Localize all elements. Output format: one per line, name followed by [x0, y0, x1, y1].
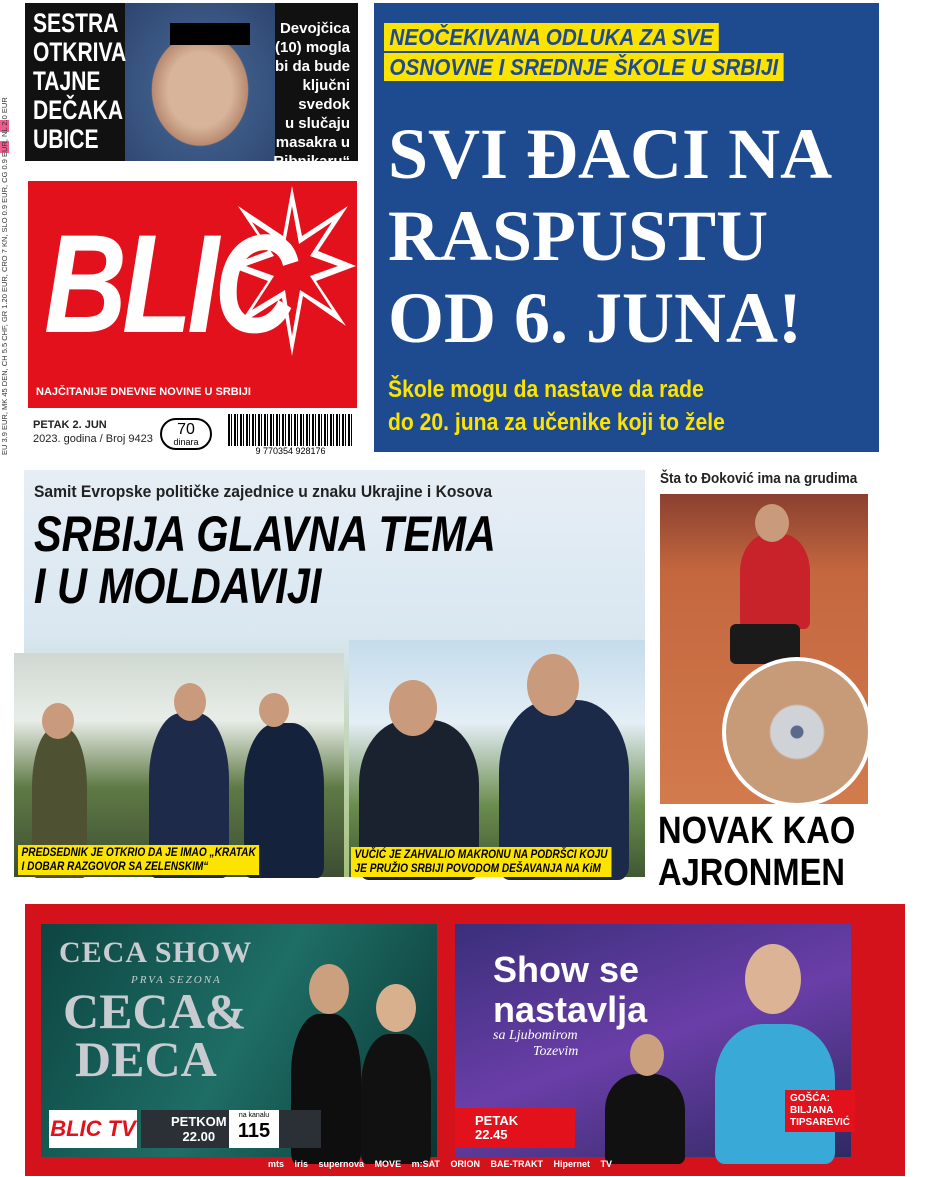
barcode-number: 9 770354 928176 [228, 446, 353, 457]
summit-headline-line: SRBIJA GLAVNA TEMA [34, 506, 496, 562]
issue-number: 2023. godina / Broj 9423 [33, 433, 153, 445]
logo-tagline: NAJČITANIJE DNEVNE NOVINE U SRBIJI [36, 386, 251, 398]
summit-headline [34, 508, 496, 612]
sponsor-logo: MOVE [374, 1159, 402, 1169]
guest-name: BILJANA [790, 1105, 834, 1116]
teaser-sub-line: bi da bude [275, 58, 350, 75]
player-head [755, 504, 789, 542]
summit-photo-right [349, 640, 645, 877]
main-headline-line: RASPUSTU [388, 196, 769, 276]
intl-prices: EU 3.9 EUR, MK 45 DEN, CH 5.5 CHF, GR 1.20 EUR, CRO 7 KN, SLO 0.9 EUR, CG 0.9 EUR, NL 2.0 EUR [0, 97, 9, 455]
season-label: PRVA SEZONA [131, 974, 222, 986]
sponsor-logo: BAE-TRAKT [490, 1159, 543, 1169]
promo-right-schedule [455, 1108, 575, 1148]
intl-prices-strip [0, 97, 24, 455]
teaser-headline-line: UBICE [33, 124, 99, 154]
teaser-sub-line: masakra u [275, 134, 350, 151]
teaser-headline-line: SESTRA [33, 8, 119, 38]
guest-head [745, 944, 801, 1014]
main-headline-line: OD 6. JUNA! [388, 278, 802, 358]
ceca-show-promo[interactable] [41, 924, 437, 1157]
schedule-hour: 22.45 [475, 1127, 508, 1142]
promo-right-title [493, 950, 647, 1030]
caption-left [18, 845, 259, 875]
main-kicker-line: NEOČEKIVANA ODLUKA ZA SVE [384, 23, 719, 51]
show-name-line: DECA [75, 1031, 217, 1087]
issue-date: PETAK 2. JUN [33, 419, 107, 431]
sponsor-logo: mts [267, 1159, 284, 1169]
logo-wordmark: BLIC [44, 205, 293, 362]
main-subhead-line: Škole mogu da nastave da rade [388, 376, 704, 403]
blic-logo[interactable] [28, 181, 357, 408]
djokovic-headline [658, 810, 855, 894]
price-badge [160, 418, 212, 450]
schedule-hour: 22.00 [182, 1129, 216, 1144]
promo-title-line: nastavlja [493, 989, 648, 1030]
censor-bar [170, 23, 250, 45]
channel-label: na kanalu [238, 1112, 270, 1119]
summit-photo-left [14, 653, 344, 877]
main-headline [388, 113, 878, 359]
zoom-detail-circle [722, 657, 872, 807]
teaser-headline-line: DEČAKA [33, 95, 124, 125]
main-subhead-line: do 20. juna za učenike koji to žele [388, 409, 725, 436]
sponsor-logo: ORION [450, 1159, 480, 1169]
host-line: Tozevim [533, 1044, 579, 1059]
caption-right [351, 847, 611, 877]
person-head [259, 693, 289, 727]
sponsor-strip [0, 1159, 880, 1169]
teaser-story[interactable] [25, 3, 358, 170]
sponsor-logo: m:SAT [411, 1159, 440, 1169]
host-head [376, 984, 416, 1032]
main-kicker [384, 23, 876, 83]
sponsor-logo: Hipernet TV [553, 1159, 613, 1169]
caption-line: VUČIĆ JE ZAHVALIO MAKRONU NA PODRŠCI KOJU [354, 849, 608, 861]
player-shirt [740, 534, 810, 629]
show-se-nastavlja-promo[interactable] [455, 924, 851, 1157]
channel-box [229, 1110, 279, 1148]
dateline [33, 418, 153, 446]
blic-tv-logo: BLIC TV [49, 1110, 137, 1148]
promo-title-line: Show se [493, 949, 640, 990]
teaser-sub-line: Devojčica [279, 20, 350, 37]
person-head [389, 680, 437, 736]
price-unit: dinara [173, 437, 199, 447]
teaser-headline-line: TAJNE [33, 66, 101, 96]
host-figure [605, 1074, 685, 1164]
summit-headline-line: I U MOLDAVIJI [34, 558, 322, 614]
channel-number: 115 [237, 1120, 271, 1142]
teaser-headline [33, 9, 142, 154]
summit-kicker: Samit Evropske političke zajednice u znaku Ukrajine i Kosova [34, 482, 493, 501]
guest-name: TIPSAREVIĆ [790, 1117, 851, 1128]
schedule-box [141, 1110, 321, 1148]
host-head [309, 964, 349, 1014]
guest-badge [785, 1090, 855, 1132]
guest-label: GOŠĆA: [790, 1093, 830, 1104]
main-story[interactable] [374, 3, 879, 452]
djokovic-headline-line: NOVAK KAO [658, 810, 856, 852]
person-head [527, 654, 579, 716]
main-subhead [388, 373, 725, 439]
host-credit [493, 1028, 578, 1060]
main-kicker-line: OSNOVNE I SREDNJE ŠKOLE U SRBIJI [384, 53, 784, 81]
schedule-day: PETAK [475, 1113, 519, 1128]
djokovic-kicker: Šta to Đoković ima na grudima [660, 470, 858, 487]
teaser-subtext [250, 19, 350, 171]
host-head [630, 1034, 664, 1076]
show-name-line: CECA& [63, 983, 247, 1039]
main-headline-line: SVI ĐACI NA [388, 114, 833, 194]
teaser-headline-line: OTKRIVA [33, 37, 127, 67]
teaser-sub-line: ključni svedok [298, 77, 350, 113]
teaser-sub-line: „Ribnikaru“ [265, 153, 350, 170]
person-head [174, 683, 206, 721]
price-value: 70 [177, 421, 195, 438]
caption-line: JE PRUŽIO SRBIJI POVODOM DEŠAVANJA NA KiM [354, 863, 601, 875]
sponsor-logo: iris [294, 1159, 309, 1169]
teaser-sub-line: u slučaju [284, 115, 350, 132]
host-line: sa Ljubomirom [493, 1028, 578, 1043]
caption-line: I DOBAR RAZGOVOR SA ZELENSKIM“ [21, 861, 209, 873]
teaser-sub-line: (10) mogla [274, 39, 350, 56]
schedule-time [171, 1114, 227, 1144]
person-head [42, 703, 74, 739]
host-figure [361, 1034, 431, 1164]
schedule-day: PETKOM [171, 1114, 227, 1129]
caption-line: PREDSEDNIK JE OTKRIO DA JE IMAO „KRATAK [21, 847, 256, 859]
ceca-show-title: CECA SHOW [59, 936, 253, 969]
sponsor-logo: supernova [318, 1159, 365, 1169]
barcode [228, 414, 353, 454]
djokovic-headline-line: AJRONMEN [658, 852, 846, 894]
